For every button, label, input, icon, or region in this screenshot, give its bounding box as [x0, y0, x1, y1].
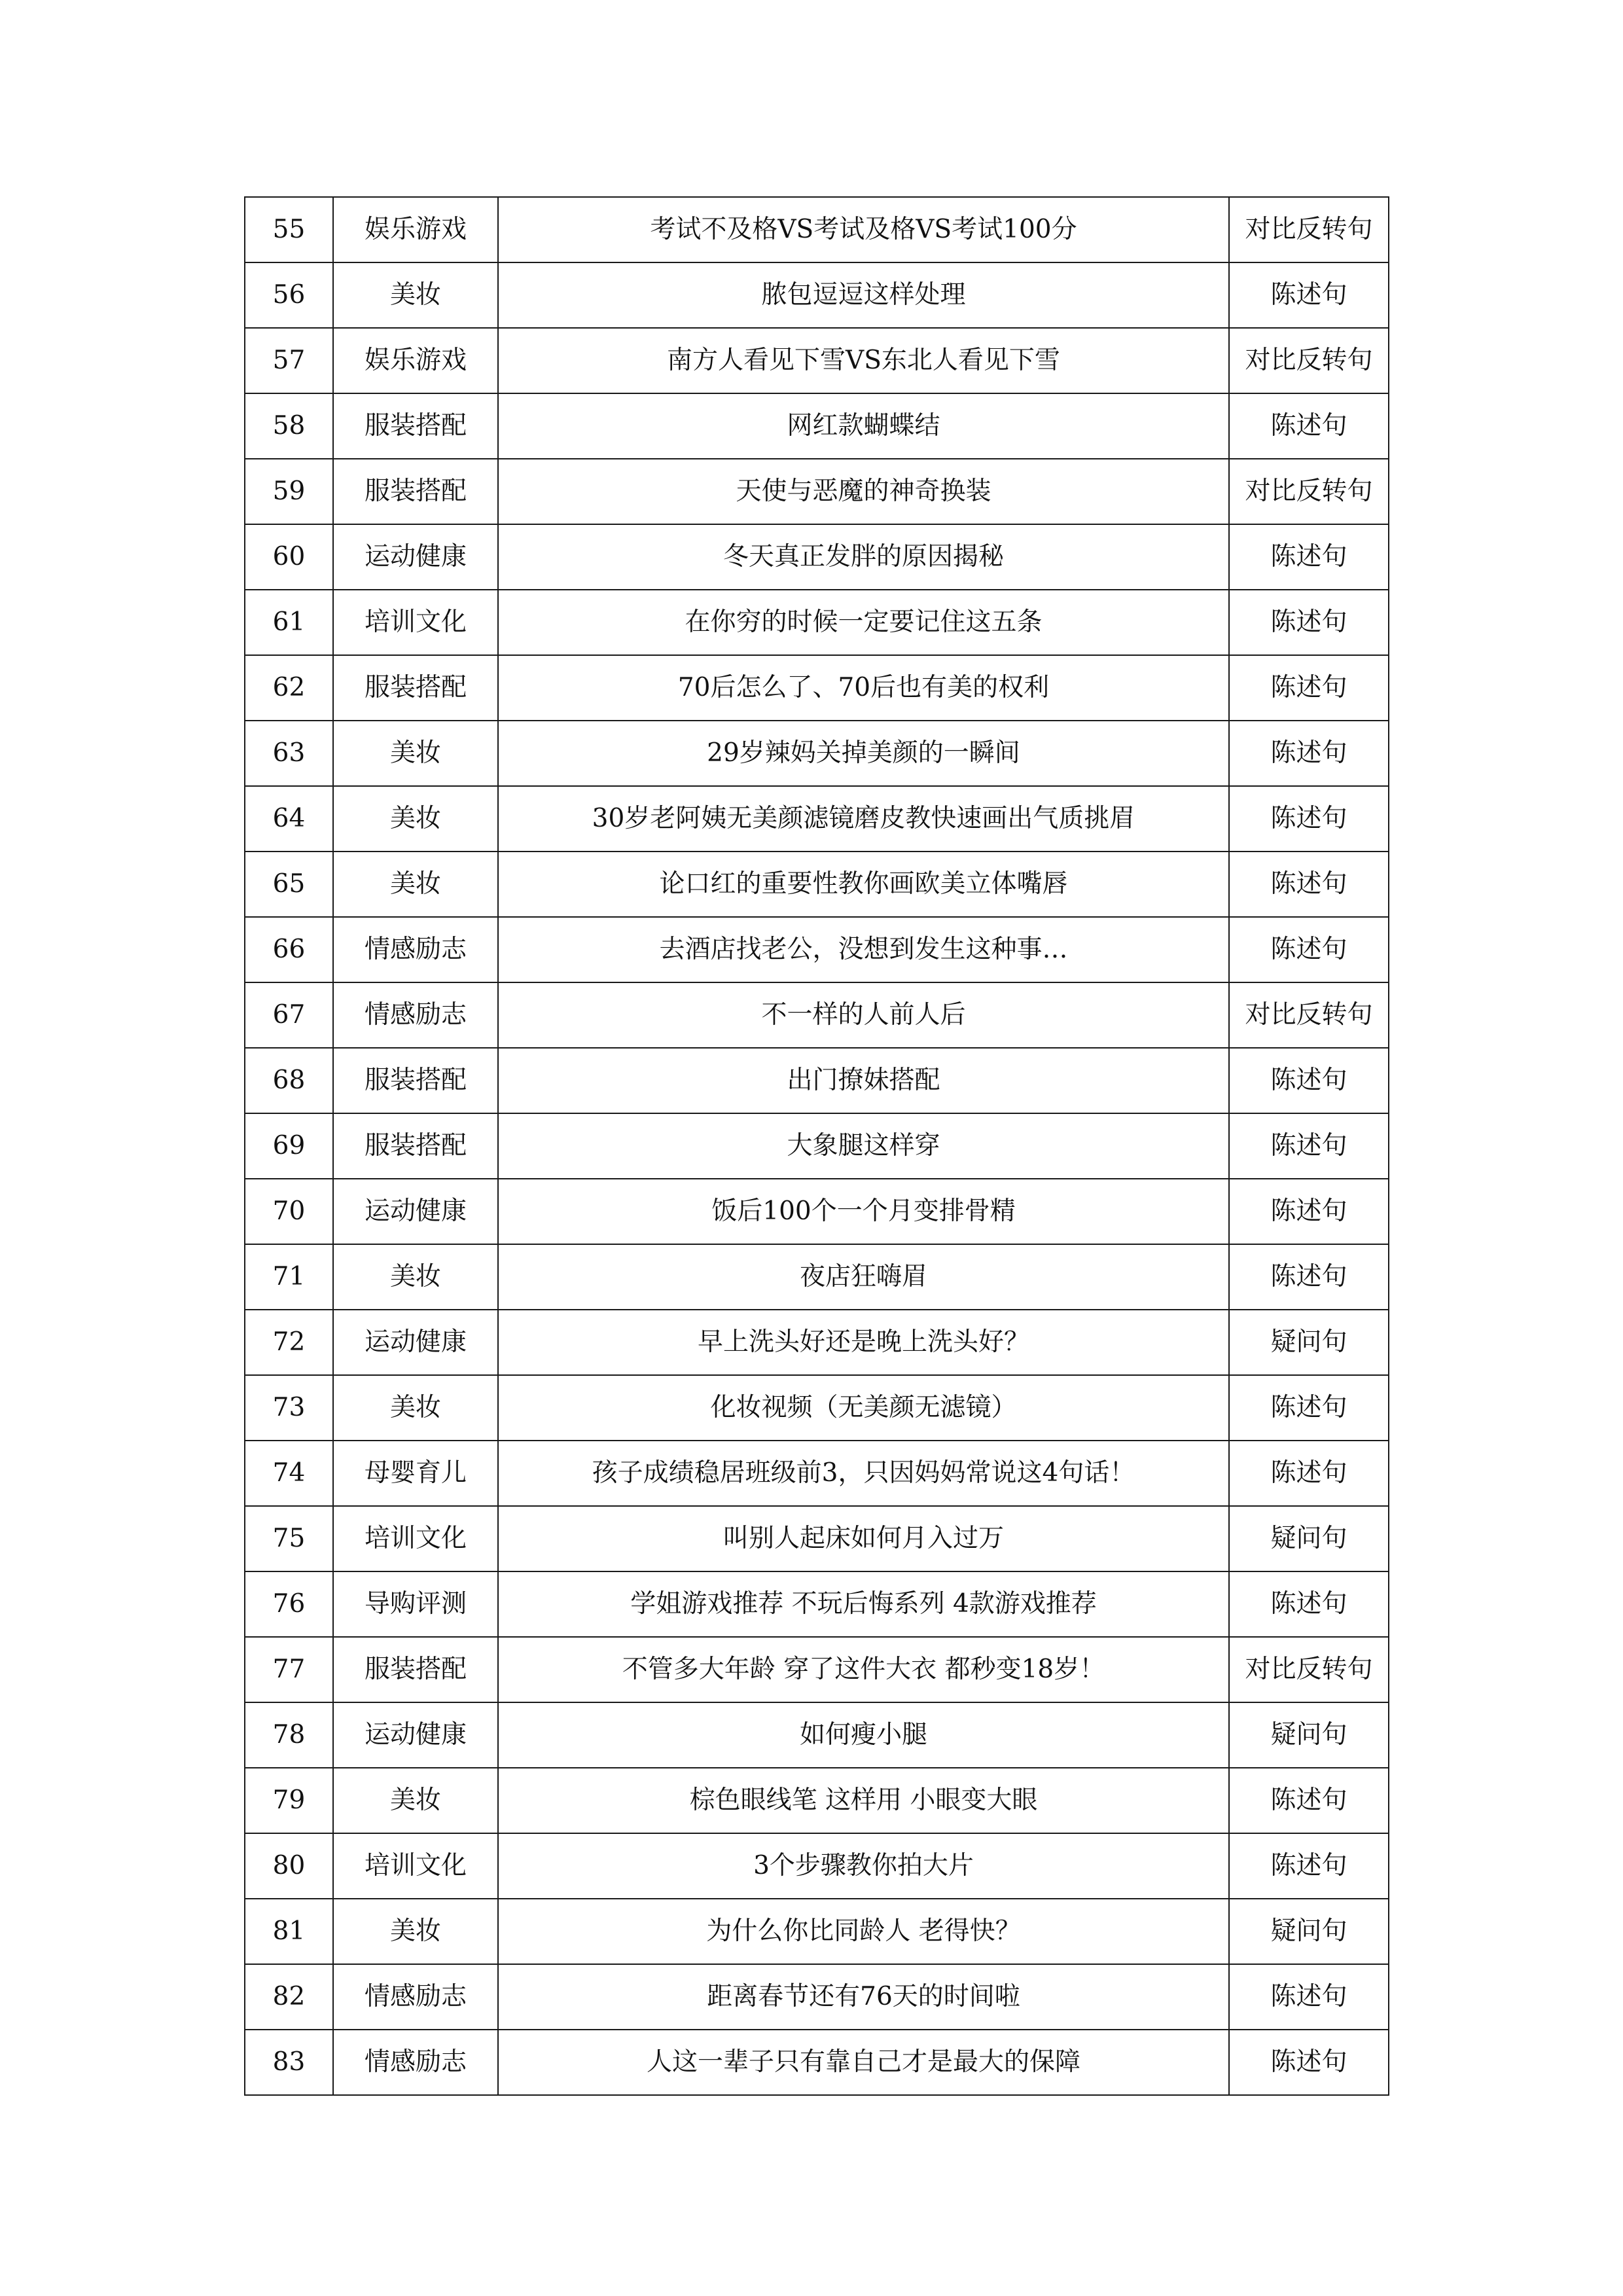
- table-row: [245, 1637, 1389, 1702]
- category-cell: 美妆: [333, 1899, 498, 1964]
- sentence-type-cell: 陈述句: [1229, 1113, 1389, 1179]
- title-cell: 网红款蝴蝶结: [498, 393, 1229, 459]
- table-row: [245, 1506, 1389, 1571]
- table-row: [245, 982, 1389, 1048]
- title-cell: 在你穷的时候一定要记住这五条: [498, 590, 1229, 655]
- category-cell: 情感励志: [333, 1964, 498, 2030]
- row-number-cell: 79: [245, 1768, 333, 1833]
- sentence-type-cell: 陈述句: [1229, 1833, 1389, 1899]
- table-row: [245, 2030, 1389, 2095]
- category-cell: 服装搭配: [333, 1637, 498, 1702]
- category-cell: 美妆: [333, 1244, 498, 1310]
- row-number-cell: 57: [245, 328, 333, 393]
- category-cell: 运动健康: [333, 1702, 498, 1768]
- sentence-type-cell: 陈述句: [1229, 852, 1389, 917]
- category-cell: 情感励志: [333, 917, 498, 982]
- table-row: [245, 262, 1389, 328]
- category-cell: 美妆: [333, 1375, 498, 1441]
- title-cell: 脓包逗逗这样处理: [498, 262, 1229, 328]
- title-cell: 考试不及格VS考试及格VS考试100分: [498, 197, 1229, 262]
- title-cell: 天使与恶魔的神奇换装: [498, 459, 1229, 524]
- category-cell: 运动健康: [333, 524, 498, 590]
- sentence-type-cell: 陈述句: [1229, 524, 1389, 590]
- table-row: [245, 1441, 1389, 1506]
- sentence-type-cell: 陈述句: [1229, 721, 1389, 786]
- table-row: [245, 459, 1389, 524]
- table-row: [245, 655, 1389, 721]
- sentence-type-cell: 陈述句: [1229, 1768, 1389, 1833]
- category-cell: 服装搭配: [333, 655, 498, 721]
- table-row: [245, 1964, 1389, 2030]
- category-cell: 培训文化: [333, 1506, 498, 1571]
- category-cell: 母婴育儿: [333, 1441, 498, 1506]
- row-number-cell: 63: [245, 721, 333, 786]
- row-number-cell: 64: [245, 786, 333, 852]
- table-row: [245, 197, 1389, 262]
- table-row: [245, 1375, 1389, 1441]
- sentence-type-cell: 陈述句: [1229, 1179, 1389, 1244]
- category-cell: 美妆: [333, 1768, 498, 1833]
- title-cell: 南方人看见下雪VS东北人看见下雪: [498, 328, 1229, 393]
- title-cell: 大象腿这样穿: [498, 1113, 1229, 1179]
- title-cell: 不管多大年龄 穿了这件大衣 都秒变18岁！: [498, 1637, 1229, 1702]
- row-number-cell: 59: [245, 459, 333, 524]
- table-row: [245, 1833, 1389, 1899]
- title-cell: 饭后100个一个月变排骨精: [498, 1179, 1229, 1244]
- title-cell: 学姐游戏推荐 不玩后悔系列 4款游戏推荐: [498, 1571, 1229, 1637]
- title-cell: 孩子成绩稳居班级前3，只因妈妈常说这4句话！: [498, 1441, 1229, 1506]
- category-cell: 服装搭配: [333, 1048, 498, 1113]
- title-cell: 30岁老阿姨无美颜滤镜磨皮教快速画出气质挑眉: [498, 786, 1229, 852]
- row-number-cell: 68: [245, 1048, 333, 1113]
- sentence-type-cell: 疑问句: [1229, 1702, 1389, 1768]
- sentence-type-cell: 疑问句: [1229, 1506, 1389, 1571]
- category-cell: 培训文化: [333, 1833, 498, 1899]
- title-cell: 3个步骤教你拍大片: [498, 1833, 1229, 1899]
- row-number-cell: 73: [245, 1375, 333, 1441]
- category-cell: 运动健康: [333, 1179, 498, 1244]
- title-cell: 早上洗头好还是晚上洗头好？: [498, 1310, 1229, 1375]
- title-cell: 不一样的人前人后: [498, 982, 1229, 1048]
- row-number-cell: 76: [245, 1571, 333, 1637]
- category-cell: 美妆: [333, 262, 498, 328]
- table-body: [245, 197, 1389, 2095]
- table-row: [245, 1179, 1389, 1244]
- sentence-type-cell: 对比反转句: [1229, 328, 1389, 393]
- sentence-type-cell: 对比反转句: [1229, 982, 1389, 1048]
- title-cell: 如何瘦小腿: [498, 1702, 1229, 1768]
- sentence-type-cell: 对比反转句: [1229, 1637, 1389, 1702]
- category-cell: 服装搭配: [333, 393, 498, 459]
- table-row: [245, 1244, 1389, 1310]
- row-number-cell: 69: [245, 1113, 333, 1179]
- table-row: [245, 393, 1389, 459]
- row-number-cell: 75: [245, 1506, 333, 1571]
- table-row: [245, 590, 1389, 655]
- category-cell: 运动健康: [333, 1310, 498, 1375]
- row-number-cell: 65: [245, 852, 333, 917]
- row-number-cell: 62: [245, 655, 333, 721]
- row-number-cell: 74: [245, 1441, 333, 1506]
- sentence-type-cell: 陈述句: [1229, 1571, 1389, 1637]
- row-number-cell: 60: [245, 524, 333, 590]
- table-row: [245, 917, 1389, 982]
- title-cell: 29岁辣妈关掉美颜的一瞬间: [498, 721, 1229, 786]
- sentence-type-cell: 陈述句: [1229, 786, 1389, 852]
- title-cell: 70后怎么了、70后也有美的权利: [498, 655, 1229, 721]
- category-cell: 情感励志: [333, 2030, 498, 2095]
- sentence-type-cell: 陈述句: [1229, 2030, 1389, 2095]
- sentence-type-cell: 对比反转句: [1229, 459, 1389, 524]
- category-cell: 服装搭配: [333, 459, 498, 524]
- sentence-type-cell: 对比反转句: [1229, 197, 1389, 262]
- row-number-cell: 61: [245, 590, 333, 655]
- row-number-cell: 70: [245, 1179, 333, 1244]
- table-row: [245, 852, 1389, 917]
- video-title-table: [244, 196, 1389, 2096]
- category-cell: 导购评测: [333, 1571, 498, 1637]
- row-number-cell: 80: [245, 1833, 333, 1899]
- title-cell: 人这一辈子只有靠自己才是最大的保障: [498, 2030, 1229, 2095]
- title-cell: 论口红的重要性教你画欧美立体嘴唇: [498, 852, 1229, 917]
- sentence-type-cell: 陈述句: [1229, 1244, 1389, 1310]
- category-cell: 培训文化: [333, 590, 498, 655]
- title-cell: 夜店狂嗨眉: [498, 1244, 1229, 1310]
- table-row: [245, 1571, 1389, 1637]
- sentence-type-cell: 陈述句: [1229, 1964, 1389, 2030]
- table-row: [245, 1310, 1389, 1375]
- sentence-type-cell: 陈述句: [1229, 917, 1389, 982]
- table-row: [245, 524, 1389, 590]
- title-cell: 冬天真正发胖的原因揭秘: [498, 524, 1229, 590]
- title-cell: 距离春节还有76天的时间啦: [498, 1964, 1229, 2030]
- title-cell: 为什么你比同龄人 老得快？: [498, 1899, 1229, 1964]
- category-cell: 美妆: [333, 786, 498, 852]
- sentence-type-cell: 陈述句: [1229, 655, 1389, 721]
- title-cell: 棕色眼线笔 这样用 小眼变大眼: [498, 1768, 1229, 1833]
- row-number-cell: 83: [245, 2030, 333, 2095]
- sentence-type-cell: 陈述句: [1229, 1375, 1389, 1441]
- title-cell: 去酒店找老公，没想到发生这种事…: [498, 917, 1229, 982]
- row-number-cell: 58: [245, 393, 333, 459]
- row-number-cell: 71: [245, 1244, 333, 1310]
- table-row: [245, 786, 1389, 852]
- category-cell: 娱乐游戏: [333, 328, 498, 393]
- category-cell: 服装搭配: [333, 1113, 498, 1179]
- row-number-cell: 67: [245, 982, 333, 1048]
- table-row: [245, 1768, 1389, 1833]
- table-row: [245, 1899, 1389, 1964]
- row-number-cell: 55: [245, 197, 333, 262]
- sentence-type-cell: 陈述句: [1229, 393, 1389, 459]
- sentence-type-cell: 陈述句: [1229, 1048, 1389, 1113]
- table-row: [245, 1113, 1389, 1179]
- sentence-type-cell: 陈述句: [1229, 590, 1389, 655]
- table-row: [245, 1048, 1389, 1113]
- category-cell: 娱乐游戏: [333, 197, 498, 262]
- row-number-cell: 81: [245, 1899, 333, 1964]
- row-number-cell: 78: [245, 1702, 333, 1768]
- title-cell: 叫别人起床如何月入过万: [498, 1506, 1229, 1571]
- row-number-cell: 77: [245, 1637, 333, 1702]
- sentence-type-cell: 疑问句: [1229, 1899, 1389, 1964]
- sentence-type-cell: 陈述句: [1229, 262, 1389, 328]
- table-row: [245, 1702, 1389, 1768]
- table-row: [245, 328, 1389, 393]
- title-cell: 化妆视频（无美颜无滤镜）: [498, 1375, 1229, 1441]
- sentence-type-cell: 陈述句: [1229, 1441, 1389, 1506]
- category-cell: 美妆: [333, 721, 498, 786]
- table-row: [245, 721, 1389, 786]
- category-cell: 情感励志: [333, 982, 498, 1048]
- row-number-cell: 56: [245, 262, 333, 328]
- category-cell: 美妆: [333, 852, 498, 917]
- title-cell: 出门撩妹搭配: [498, 1048, 1229, 1113]
- row-number-cell: 82: [245, 1964, 333, 2030]
- row-number-cell: 66: [245, 917, 333, 982]
- sentence-type-cell: 疑问句: [1229, 1310, 1389, 1375]
- row-number-cell: 72: [245, 1310, 333, 1375]
